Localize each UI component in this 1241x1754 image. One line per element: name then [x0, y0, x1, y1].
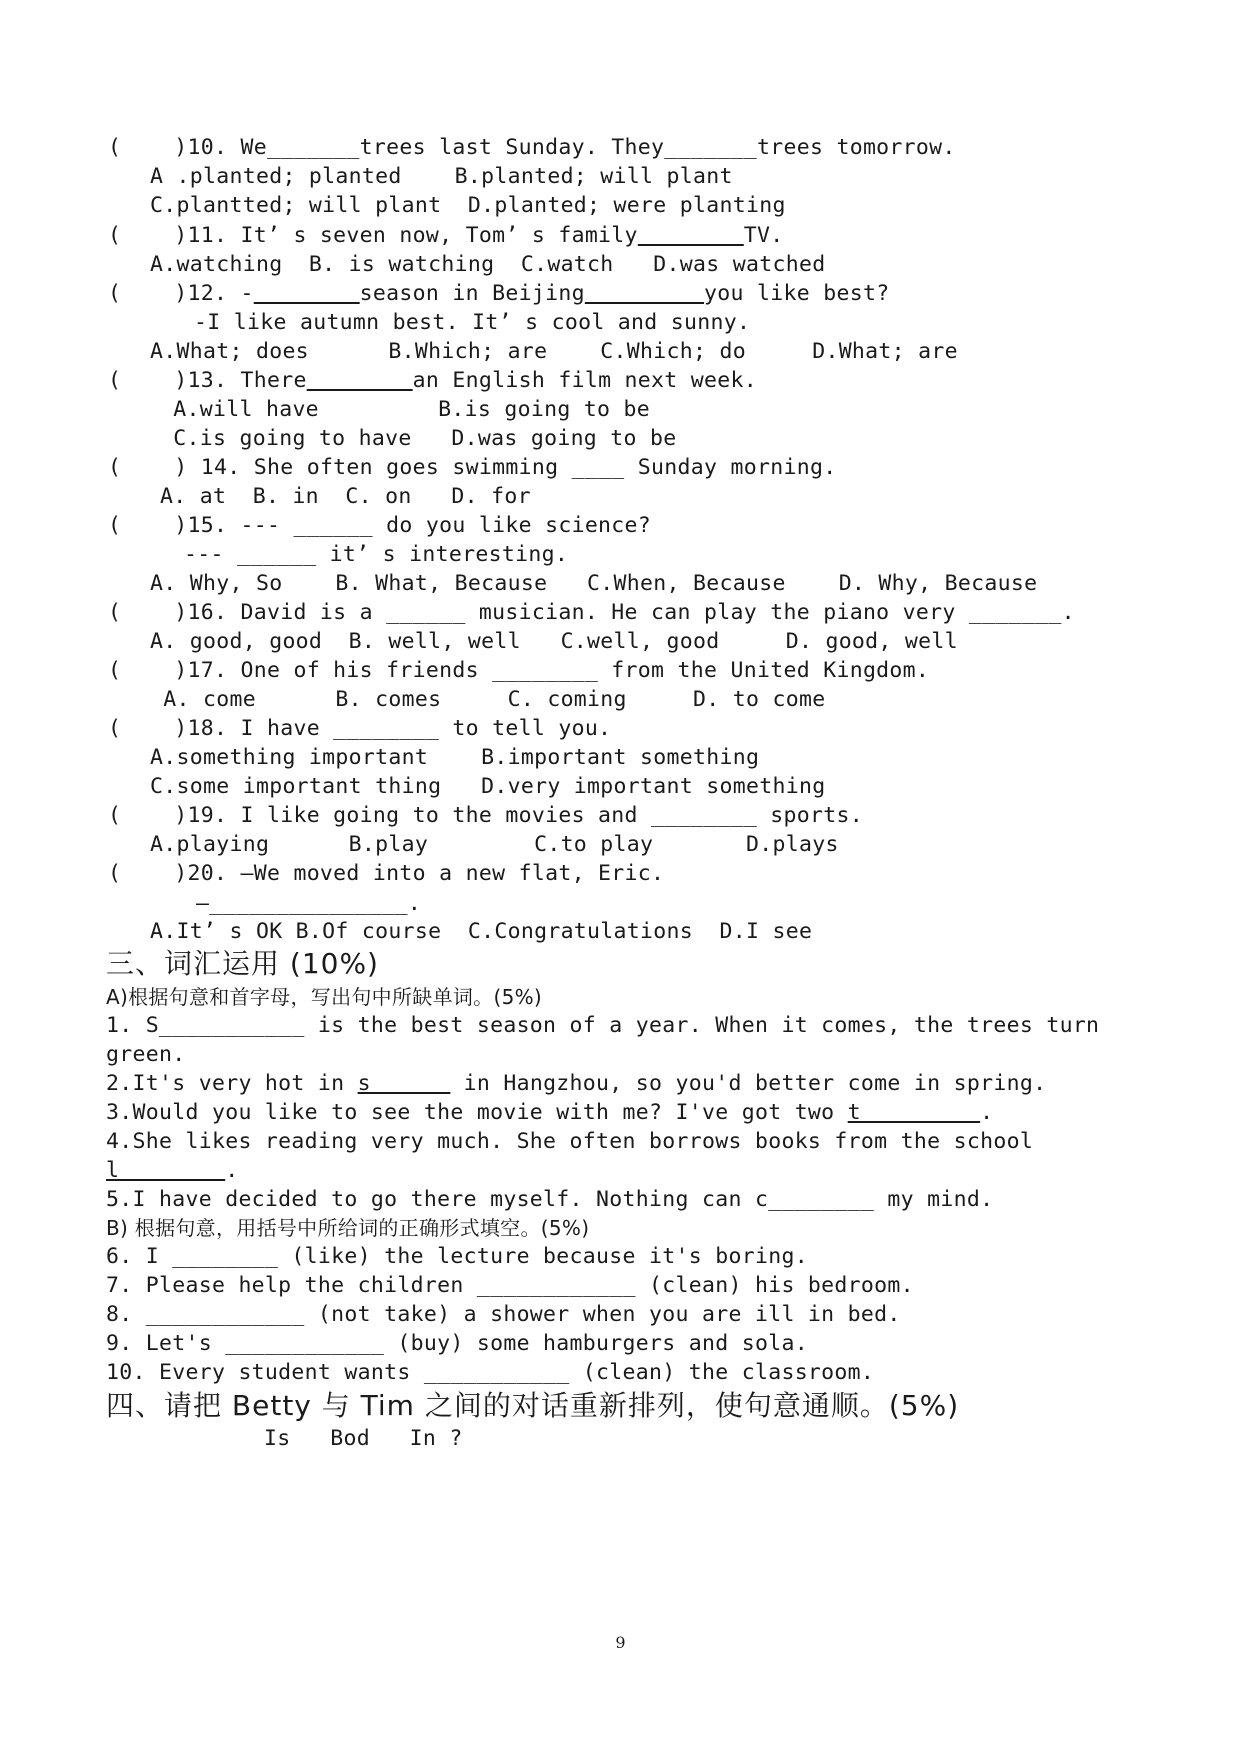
q14-options: A. at B. in C. on D. for	[160, 484, 531, 509]
section-4-title: 四、请把 Betty 与 Tim 之间的对话重新排列，使句意通顺。(5%)	[106, 1389, 960, 1422]
form-item-9: 9. Let's ____________ (buy) some hamburgers and sola.	[106, 1331, 808, 1356]
q-num: )19.	[174, 803, 228, 828]
q20-options: A.It’ s OK B.Of course C.Congratulations D.I see	[150, 919, 813, 944]
paren: (	[108, 368, 122, 393]
paren: (	[108, 861, 122, 886]
q12-options: A.What; does B.Which; are C.Which; do D.What; are	[150, 339, 958, 364]
q10-options-1: A .planted; planted B.planted; will plant	[150, 164, 733, 189]
vocab-item-4-cont	[106, 1157, 238, 1185]
q15-options: A. Why, So B. What, Because C.When, Because D. Why, Because	[150, 571, 1038, 596]
q-stem: We_______trees last Sunday. They_______trees tomorrow.	[240, 135, 956, 160]
answer-blank	[254, 281, 360, 306]
q-num: )13.	[174, 368, 228, 393]
answer-blank	[585, 281, 704, 306]
question-18	[108, 715, 611, 743]
q-stem: It’ s seven now, Tom’ s family	[240, 223, 638, 248]
paren: (	[108, 600, 122, 625]
answer-blank: l	[106, 1158, 226, 1183]
paren: (	[108, 223, 122, 248]
question-10	[108, 134, 956, 162]
item-text-end: in Hangzhou, so you'd better come in spring.	[450, 1071, 1047, 1096]
answer-blank	[638, 223, 744, 248]
q-num: )16.	[174, 600, 228, 625]
question-16	[108, 599, 1075, 627]
paren: (	[108, 455, 122, 480]
section-3b-title: B) 根据句意，用括号中所给词的正确形式填空。(5%)	[106, 1216, 590, 1240]
question-11	[108, 222, 783, 250]
vocab-item-1-cont: green.	[106, 1042, 186, 1067]
question-13	[108, 367, 757, 395]
section-4-line: Is Bod In ?	[264, 1426, 463, 1451]
page-number: 9	[615, 1633, 626, 1652]
q-stem: -	[240, 281, 254, 306]
q18-options-1: A.something important B.important something	[150, 745, 760, 770]
q-stem: She often goes swimming ____ Sunday morning.	[253, 455, 837, 480]
vocab-item-4: 4.She likes reading very much. She often borrows books from the school	[106, 1129, 1034, 1154]
question-17	[108, 657, 929, 685]
item-text: 3.Would you like to see the movie with me? I've got two	[106, 1100, 848, 1125]
answer-blank: s	[357, 1071, 451, 1096]
q-stem: There	[240, 368, 307, 393]
paren: (	[108, 135, 122, 160]
q-stem-end: TV.	[743, 223, 784, 248]
q-num: )18.	[174, 716, 228, 741]
question-12	[108, 280, 889, 308]
answer-blank	[307, 368, 413, 393]
q13-options-2: C.is going to have D.was going to be	[160, 426, 677, 451]
vocab-item-3	[106, 1099, 993, 1127]
item-text-end: .	[980, 1100, 994, 1125]
q-stem: I like going to the movies and ________ sports.	[240, 803, 863, 828]
form-item-10: 10. Every student wants ___________ (clean) the classroom.	[106, 1360, 875, 1385]
q-stem: One of his friends ________ from the United Kingdom.	[240, 658, 930, 683]
form-item-7: 7. Please help the children ____________ (clean) his bedroom.	[106, 1273, 914, 1298]
vocab-item-2	[106, 1070, 1046, 1098]
paren: (	[108, 513, 122, 538]
form-item-8: 8. ____________ (not take) a shower when you are ill in bed.	[106, 1302, 901, 1327]
question-14	[108, 454, 836, 482]
q-stem: —We moved into a new flat, Eric.	[240, 861, 665, 886]
paren: (	[108, 658, 122, 683]
question-20	[108, 860, 664, 888]
q-stem: David is a ______ musician. He can play the piano very _______.	[240, 600, 1075, 625]
q-num: )10.	[174, 135, 228, 160]
paren: (	[108, 716, 122, 741]
vocab-item-1: 1. S___________ is the best season of a year. When it comes, the trees turn	[106, 1013, 1100, 1038]
answer-blank: t	[847, 1100, 981, 1125]
q-num: )15.	[174, 513, 228, 538]
q-stem-end: you like best?	[704, 281, 890, 306]
q-stem-mid: season in Beijing	[359, 281, 585, 306]
paren: (	[108, 281, 122, 306]
q13-options-1: A.will have B.is going to be	[160, 397, 651, 422]
paren: (	[108, 803, 122, 828]
q20-reply: —_______________.	[196, 891, 422, 916]
q15-reply: --- ______ it’ s interesting.	[184, 542, 569, 567]
q-num: )20.	[174, 861, 228, 886]
q-num: ) 14.	[174, 455, 241, 480]
q-stem: I have ________ to tell you.	[240, 716, 612, 741]
q10-options-2: C.plantted; will plant D.planted; were planting	[150, 193, 786, 218]
q-num: )11.	[174, 223, 228, 248]
section-3a-title: A)根据句意和首字母，写出句中所缺单词。(5%)	[106, 985, 543, 1009]
item-text-end: .	[225, 1158, 239, 1183]
q17-options: A. come B. comes C. coming D. to come	[150, 687, 826, 712]
q-stem: --- ______ do you like science?	[240, 513, 652, 538]
question-15	[108, 512, 651, 540]
q19-options: A.playing B.play C.to play D.plays	[150, 832, 839, 857]
q11-options: A.watching B. is watching C.watch D.was watched	[150, 252, 826, 277]
q12-reply: -I like autumn best. It’ s cool and sunny.	[194, 310, 751, 335]
question-19	[108, 802, 863, 830]
q-stem-end: an English film next week.	[412, 368, 758, 393]
vocab-item-5: 5.I have decided to go there myself. Nothing can c________ my mind.	[106, 1187, 994, 1212]
q-num: )12.	[174, 281, 228, 306]
q16-options: A. good, good B. well, well C.well, good D. good, well	[150, 629, 958, 654]
form-item-6: 6. I ________ (like) the lecture because it's boring.	[106, 1244, 808, 1269]
q18-options-2: C.some important thing D.very important something	[150, 774, 826, 799]
section-3-title: 三、词汇运用 (10%)	[106, 947, 379, 980]
item-text: 2.It's very hot in	[106, 1071, 358, 1096]
q-num: )17.	[174, 658, 228, 683]
